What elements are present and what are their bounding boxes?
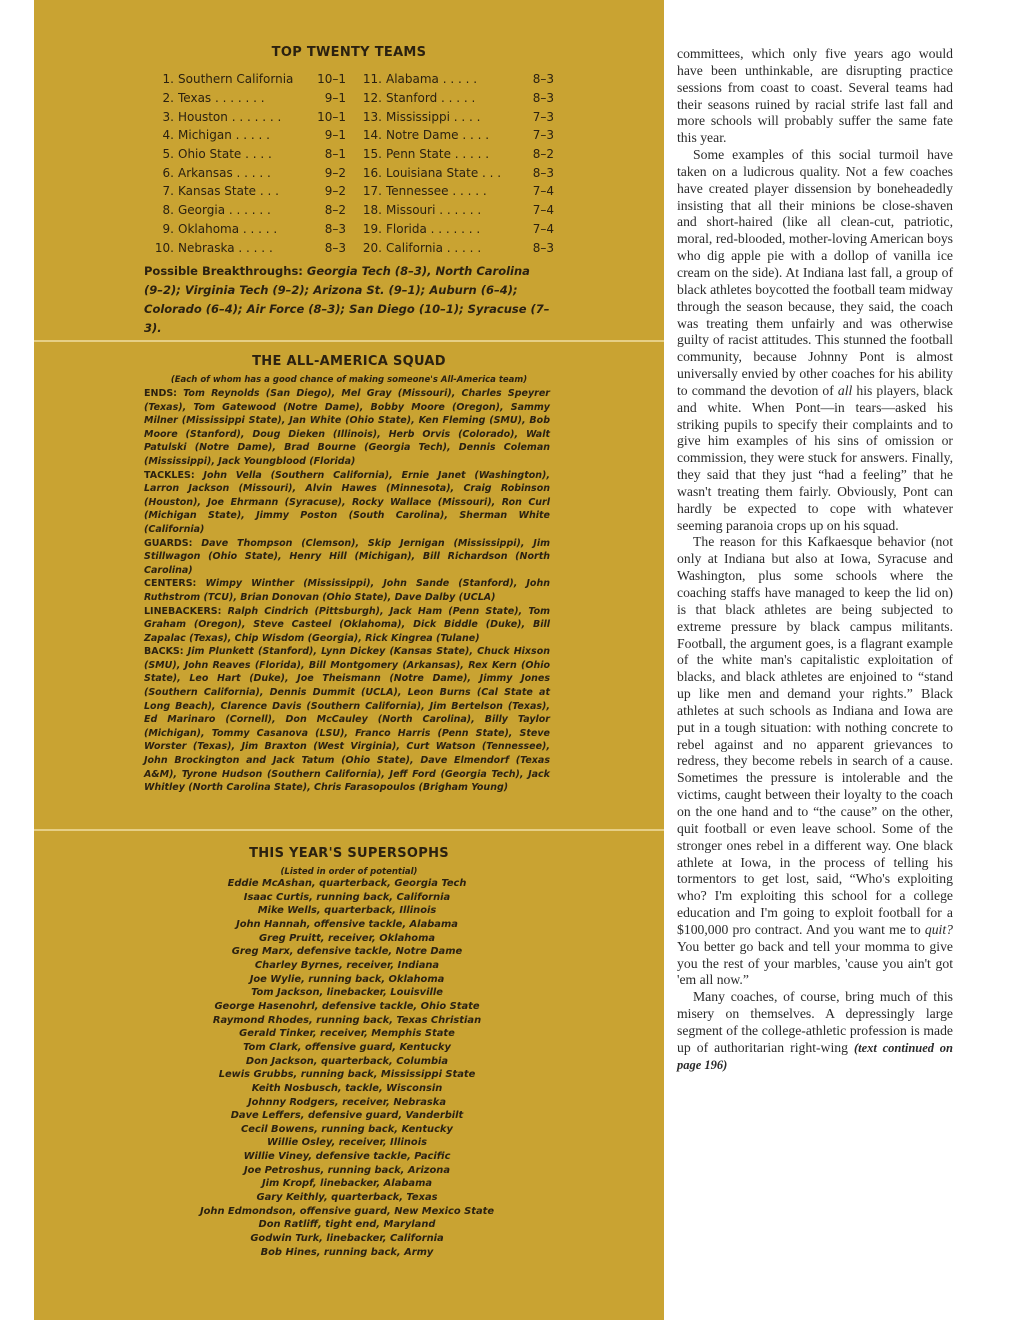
rank-name: Oklahoma . . . . .: [178, 221, 278, 236]
rank-rec: 7–3: [532, 109, 554, 124]
list-item: Jim Kropf, linebacker, Alabama: [261, 1178, 433, 1190]
position-label: CENTERS:: [144, 578, 197, 590]
article-paragraph: [677, 147, 953, 534]
position-group: [144, 387, 550, 469]
rank-rec: 8–3: [324, 240, 346, 255]
breakthroughs: [144, 262, 550, 338]
rank-cell: [146, 110, 346, 124]
list-item: Gerald Tinker, receiver, Memphis State: [239, 1028, 455, 1040]
breakthroughs-text: Georgia Tech (8–3), North Carolina (9–2); Virginia Tech (9–2); Arizona St. (9–1); Auburn (6–4); Colorado (6–4); Air Force (8–3); San Diego (10–1); Syracuse (7–3).: [144, 264, 550, 335]
rank-table: [146, 70, 554, 257]
list-item: Greg Marx, defensive tackle, Notre Dame: [231, 946, 463, 958]
article-emphasis: quit?: [924, 921, 953, 937]
rank-num: 13.: [362, 109, 382, 124]
rank-num: 19.: [362, 221, 382, 236]
rank-num: 17.: [362, 184, 382, 199]
rank-cell: [354, 110, 554, 124]
rank-name: Missouri . . . . . .: [386, 203, 482, 218]
position-group: [144, 577, 550, 604]
rank-num: 2.: [162, 91, 174, 106]
rank-cell: [146, 203, 346, 217]
rank-name: Southern California: [178, 72, 294, 87]
rank-rec: 7–4: [532, 184, 554, 199]
position-label: TACKLES:: [144, 469, 195, 481]
article-paragraph: [677, 534, 953, 989]
rank-rec: 7–4: [532, 221, 554, 236]
rank-rec: 9–1: [324, 91, 346, 106]
rank-cell: [354, 203, 554, 217]
rank-rec: 8–3: [532, 165, 554, 180]
rank-row: [146, 163, 554, 182]
position-players: John Vella (Southern California), Ernie Janet (Washington), Larron Jackson (Missouri), Alvin Hawes (Minnesota), Craig Robinson (Houston), Joe Ehrmann (Syracuse), Rocky Wallace (Missouri), Ron Curl (Michigan State), Jimmy Poston (South Carolina), Sherman White (California): [144, 469, 550, 535]
list-item: Greg Pruitt, receiver, Oklahoma: [258, 932, 436, 944]
list-item: Don Ratliff, tight end, Maryland: [258, 1219, 436, 1231]
rank-name: Tennessee . . . . .: [386, 184, 487, 199]
rank-rec: 9–2: [324, 184, 346, 199]
list-item: Johnny Rodgers, receiver, Nebraska: [247, 1096, 446, 1108]
rank-num: 5.: [162, 147, 174, 162]
rank-name: Arkansas . . . . .: [178, 165, 271, 180]
list-item: John Edmondson, offensive guard, New Mexico State: [199, 1205, 495, 1217]
rank-name: California . . . . .: [386, 240, 482, 255]
list-item: Mike Wells, quarterback, Illinois: [257, 905, 437, 917]
list-item: Keith Nosbusch, tackle, Wisconsin: [251, 1082, 443, 1094]
rank-cell: [354, 128, 554, 142]
position-group: [144, 537, 550, 578]
rank-rec: 8–2: [532, 147, 554, 162]
rank-cell: [354, 241, 554, 255]
rank-row: [146, 126, 554, 145]
rank-name: Houston . . . . . . .: [178, 109, 282, 124]
position-group: [144, 645, 550, 795]
sidebar-panel: [34, 0, 664, 1320]
rank-num: 20.: [362, 240, 382, 255]
rank-rec: 8–3: [324, 221, 346, 236]
rank-rec: 10–1: [317, 109, 346, 124]
rank-num: 7.: [162, 184, 174, 199]
rank-name: Michigan . . . . .: [178, 128, 270, 143]
rank-cell: [354, 72, 554, 86]
rank-num: 3.: [162, 109, 174, 124]
rank-name: Nebraska . . . . .: [178, 240, 273, 255]
rank-name: Notre Dame . . . .: [386, 128, 490, 143]
rank-rec: 8–2: [324, 203, 346, 218]
position-label: GUARDS:: [144, 537, 193, 549]
rank-num: 9.: [162, 221, 174, 236]
article-emphasis: all: [837, 382, 853, 398]
article-text: committees, which only five years ago would have been unthinkable, are disrupting practice sessions from coast to coast. Several teams had their seasons ruined by racial strife last fall and more schools will probably suffer the same fate this year.: [677, 46, 953, 146]
rank-num: 15.: [362, 147, 382, 162]
list-item: Dave Leffers, defensive guard, Vanderbilt: [230, 1110, 464, 1122]
rank-cell: [146, 72, 346, 86]
rank-name: Georgia . . . . . .: [178, 203, 271, 218]
continued-note: (text continued on page 196): [677, 1040, 953, 1072]
rank-row: [146, 201, 554, 220]
list-item: Lewis Grubbs, running back, Mississippi State: [218, 1069, 476, 1081]
list-item: Cecil Bowens, running back, Kentucky: [241, 1123, 453, 1135]
supersophs-title: THIS YEAR'S SUPERSOPHS: [249, 846, 449, 861]
list-item: Gary Keithly, quarterback, Texas: [256, 1192, 438, 1204]
position-label: ENDS:: [144, 388, 177, 399]
rank-num: 18.: [362, 203, 382, 218]
list-item: Willie Viney, defensive tackle, Pacific: [243, 1151, 451, 1163]
supersophs-list: [144, 877, 550, 1259]
list-item: John Hannah, offensive tackle, Alabama: [236, 918, 458, 930]
rank-num: 11.: [362, 72, 382, 87]
list-item: Isaac Curtis, running back, California: [243, 891, 451, 903]
rank-name: Kansas State . . .: [178, 184, 279, 199]
top-twenty-title: TOP TWENTY TEAMS: [271, 45, 427, 60]
rank-row: [146, 145, 554, 164]
rank-num: 1.: [162, 72, 174, 87]
rank-rec: 9–1: [324, 128, 346, 143]
rank-name: Texas . . . . . . .: [178, 91, 265, 106]
article-column: [677, 46, 953, 1073]
top-twenty-section: [34, 0, 664, 340]
list-item: Don Jackson, quarterback, Columbia: [245, 1055, 449, 1067]
position-label: BACKS:: [144, 646, 184, 658]
rank-row: [146, 220, 554, 239]
rank-num: 14.: [362, 128, 382, 143]
rank-name: Ohio State . . . .: [178, 147, 272, 162]
position-players: Jim Plunkett (Stanford), Lynn Dickey (Kansas State), Chuck Hixson (SMU), John Reaves (Florida), Bill Montgomery (Arkansas), Rex Kern (Ohio State), Leo Hart (Duke), Joe Theismann (Notre Dame), Jimmy Jones (Southern California), Dennis Dummit (UCLA), Leon Burns (Cal State at Long Beach), Clarence Davis (Southern California), Jim Bertelson (Texas), Ed Marinaro (Cornell), Don McCauley (North Carolina), Billy Taylor (Michigan), Tommy Casanova (LSU), Franco Harris (Penn State), Steve Worster (Texas), Jim Braxton (West Virginia), Curt Watson (Tennessee), John Brockington and Jack Tatum (Ohio State), Dave Elmendorf (Texas A&M), Tyrone Hudson (Southern California), Jeff Ford (Georgia Tech), Jack Whitley (North Carolina State), Chris Farasopoulos (Brigham Young): [144, 646, 550, 794]
rank-num: 6.: [162, 165, 174, 180]
rank-cell: [146, 222, 346, 236]
position-label: LINEBACKERS:: [144, 605, 222, 617]
rank-row: [146, 89, 554, 108]
supersophs-subtitle: (Listed in order of potential): [280, 867, 418, 877]
list-item: Charley Byrnes, receiver, Indiana: [254, 959, 440, 971]
rank-name: Mississippi . . . .: [386, 109, 481, 124]
rank-row: [146, 182, 554, 201]
all-america-subtitle: (Each of whom has a good chance of making someone's All-America team): [170, 375, 528, 385]
rank-row: [146, 70, 554, 89]
rank-name: Stanford . . . . .: [386, 91, 476, 106]
rank-num: 10.: [154, 240, 174, 255]
position-players: Tom Reynolds (San Diego), Mel Gray (Missouri), Charles Speyrer (Texas), Tom Gatewood (Notre Dame), Bobby Moore (Oregon), Sammy Milner (Mississippi State), Jan White (Ohio State), Ken Fleming (SMU), Bob Moore (Stanford), Doug Dieken (Illinois), Herb Orvis (Colorado), Walt Patulski (Notre Dame), Brad Bourne (Georgia Tech), Dennis Coleman (Mississippi), Jack Youngblood (Florida): [144, 388, 550, 467]
rank-rec: 8–3: [532, 72, 554, 87]
list-item: George Hasenohrl, defensive tackle, Ohio State: [214, 1000, 480, 1012]
list-item: Bob Hines, running back, Army: [260, 1246, 434, 1258]
list-item: Tom Clark, offensive guard, Kentucky: [243, 1041, 451, 1053]
rank-name: Penn State . . . . .: [386, 147, 490, 162]
rank-cell: [146, 184, 346, 198]
rank-cell: [354, 147, 554, 161]
all-america-title: THE ALL-AMERICA SQUAD: [252, 354, 446, 369]
rank-rec: 7–4: [532, 203, 554, 218]
breakthroughs-label: Possible Breakthroughs:: [144, 264, 303, 278]
rank-cell: [354, 222, 554, 236]
rank-num: 8.: [162, 203, 174, 218]
position-players: Wimpy Winther (Mississippi), John Sande (Stanford), John Ruthstrom (TCU), Brian Donovan (Ohio State), Dave Dalby (UCLA): [144, 578, 550, 603]
list-item: Joe Wylie, running back, Oklahoma: [249, 973, 445, 985]
rank-num: 4.: [162, 128, 174, 143]
all-america-list: [144, 387, 550, 795]
rank-name: Louisiana State . . .: [386, 165, 502, 180]
rank-cell: [146, 241, 346, 255]
list-item: Joe Petroshus, running back, Arizona: [244, 1164, 450, 1176]
rank-rec: 9–2: [324, 165, 346, 180]
rank-name: Florida . . . . . . .: [386, 221, 481, 236]
rank-cell: [146, 147, 346, 161]
article-text: The reason for this Kafkaesque behavior (not only at Indiana but also at Iowa, Syracuse and Washington, plus some schools where the coaching staffs have managed to keep the lid on) is that black athletes are being subjected to extreme pressure by black campus militants. Football, the argument goes, is a flagrant example of the white man's capitalistic exploitation of blacks, and black athletes are enjoined to “stand up like men and demand your rights.” Black athletes at such schools as Indiana and Iowa are put in a tough situation: with nothing concrete to rebel against and no apparent grievances to redress, they become rebels in search of a cause. Sometimes the pressure is intolerable and the victims, caught between their loyalty to the coach on the one hand and to “the cause” on the other, quit football or even leave school. Some of the stronger ones rebel in a different way. One black athlete at Iowa, in the process of telling his tormentors to get lost, said, “Who's exploiting who? I'm exploiting this school for a college education and I'm going to exploit football for a $100,000 pro contract. And you want me to: [677, 534, 953, 937]
rank-rec: 7–3: [532, 128, 554, 143]
article-text: You better go back and tell your momma to give you the rest of your marbles, 'cause you ain't got 'em all now.”: [677, 938, 953, 988]
article-paragraph: [677, 46, 953, 147]
rank-row: [146, 238, 554, 257]
list-item: Raymond Rhodes, running back, Texas Christian: [212, 1014, 482, 1026]
rank-row: [146, 107, 554, 126]
article-text: his players, black and white. When Pont—in tears—asked his striking pupils to specify their complaints and to give him examples of his sins of omission or commission, they were stuck for answers. Finally, they said that they just “had a feeling” that he wasn't treating them fairly. Obviously, Pont can hardly be expected to cope with whatever seeming paranoia crops up on his squad.: [677, 382, 953, 533]
list-item: Godwin Turk, linebacker, California: [250, 1233, 444, 1245]
rank-num: 16.: [362, 165, 382, 180]
rank-num: 12.: [362, 91, 382, 106]
rank-rec: 10–1: [317, 72, 346, 87]
position-group: [144, 605, 550, 646]
rank-rec: 8–3: [532, 240, 554, 255]
rank-name: Alabama . . . . .: [386, 72, 478, 87]
rank-cell: [354, 184, 554, 198]
article-text: Some examples of this social turmoil have taken on a ludicrous quality. Not a few coaches have created player dissension by boneheadedly insisting that all their minions be close-shaven and short-haired (like all clean-cut, patriotic, moral, red-blooded, mother-loving American boys who dig apple pie with a dollop of vanilla ice cream on the side). At Indiana last fall, a group of black athletes boycotted the football team midway through the season because, they said, the coach was treating them unfairly and was otherwise guilty of racist attitudes. This stunned the football community, because Johnny Pont is almost universally envied by other coaches for his ability to command the devotion of: [677, 147, 953, 398]
list-item: Eddie McAshan, quarterback, Georgia Tech: [227, 878, 467, 889]
rank-cell: [354, 166, 554, 180]
rank-rec: 8–1: [324, 147, 346, 162]
list-item: Tom Jackson, linebacker, Louisville: [251, 987, 443, 999]
rank-cell: [146, 128, 346, 142]
rank-rec: 8–3: [532, 91, 554, 106]
position-players: Ralph Cindrich (Pittsburgh), Jack Ham (Penn State), Tom Graham (Oregon), Steve Casteel (Oklahoma), Dick Biddle (Duke), Bill Zapalac (Texas), Chip Wisdom (Georgia), Rick Kingrea (Tulane): [144, 605, 550, 644]
position-group: [144, 469, 550, 537]
position-players: Dave Thompson (Clemson), Skip Jernigan (Mississippi), Jim Stillwagon (Ohio State), Henry Hill (Michigan), Bill Richardson (North Carolina): [144, 537, 550, 576]
rank-cell: [146, 166, 346, 180]
list-item: Willie Osley, receiver, Illinois: [267, 1137, 427, 1149]
rank-cell: [146, 91, 346, 105]
article-paragraph: [677, 989, 953, 1073]
rank-cell: [354, 91, 554, 105]
article-text: Many coaches, of course, bring much of this misery on themselves. A depressingly large segment of the college-athletic profession is made up of authoritarian right-wing: [677, 989, 953, 1055]
